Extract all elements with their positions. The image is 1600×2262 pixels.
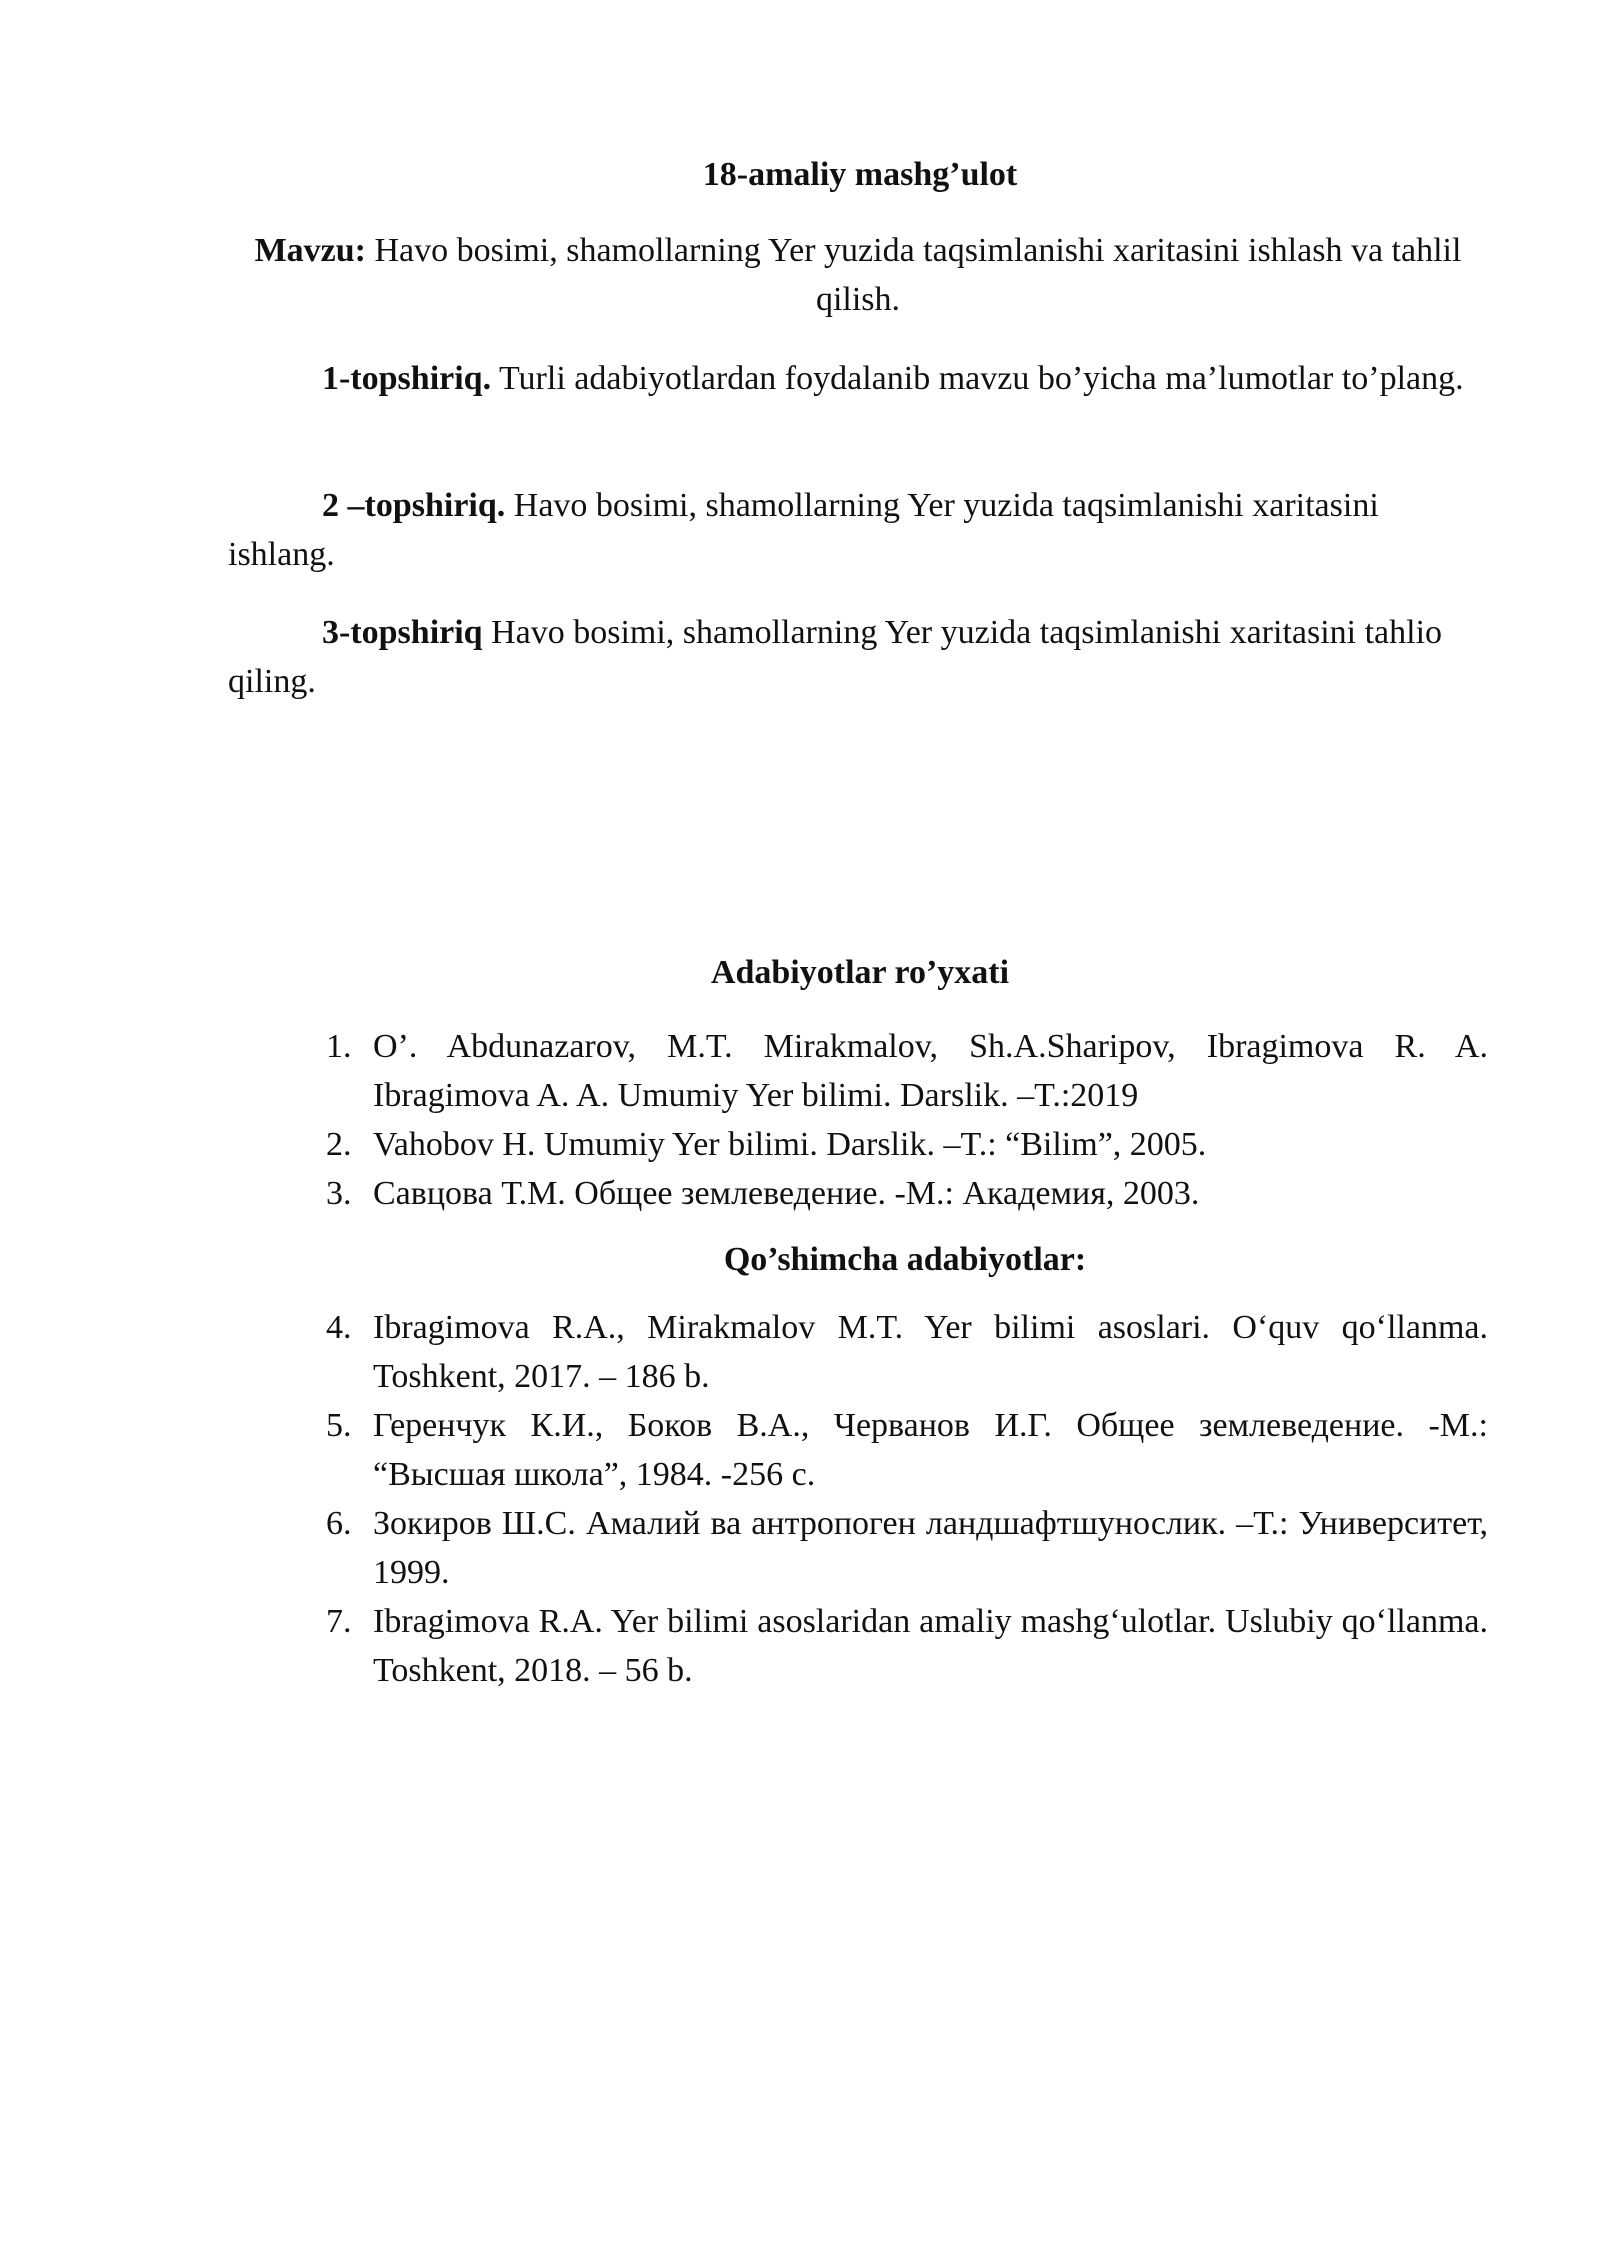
list-item-text: Зокиров Ш.С. Амалий ва антропоген ландшафтшунослик. –Т.: Университет, 1999. (373, 1505, 1488, 1591)
task-1 (228, 354, 1478, 403)
task-1-label: 1-topshiriq. (322, 360, 492, 397)
task-2-text: Havo bosimi, shamollarning Yer yuzida taqsimlanishi xaritasini ishlang. (228, 487, 1379, 573)
list-item-number: 4. (326, 1309, 352, 1346)
list-item (326, 1401, 1488, 1499)
list-item-text: Савцова Т.М. Общее землеведение. -М.: Академия, 2003. (373, 1175, 1200, 1212)
list-item (326, 1022, 1488, 1120)
list-item-number: 2. (326, 1126, 352, 1163)
topic-text: Havo bosimi, shamollarning Yer yuzida taqsimlanishi xaritasini ishlash va tahlil qilish. (366, 232, 1462, 318)
topic-paragraph (228, 226, 1488, 324)
task-2 (228, 481, 1478, 579)
list-item-text: Геренчук К.И., Боков В.А., Черванов И.Г. Общее землеведение. -М.: “Высшая школа”, 1984. -256 с. (373, 1407, 1488, 1493)
supplementary-list (326, 1303, 1488, 1695)
list-item-number: 5. (326, 1407, 352, 1444)
list-item-text: O’. Abdunazarov, M.T. Mirakmalov, Sh.A.Sharipov, Ibragimova R. A. Ibragimova A. A. Umumiy Yer bilimi. Darslik. –T.:2019 (373, 1028, 1488, 1114)
list-item-text: Ibragimova R.A., Mirakmalov M.T. Yer bilimi asoslari. O‘quv qo‘llanma. Toshkent, 2017. – 186 b. (373, 1309, 1488, 1395)
list-item-number: 7. (326, 1603, 352, 1640)
topic-label: Mavzu: (254, 232, 366, 269)
literature-list (326, 1022, 1488, 1218)
task-3 (228, 608, 1478, 706)
task-2-label: 2 –topshiriq. (322, 487, 506, 524)
list-item-number: 3. (326, 1175, 352, 1212)
page-title: 18-amaliy mashg’ulot (702, 156, 1018, 193)
task-1-text: Turli adabiyotlardan foydalanib mavzu bo’yicha ma’lumotlar to’plang. (491, 360, 1464, 397)
list-item (326, 1499, 1488, 1597)
list-item-number: 1. (326, 1028, 352, 1065)
supplementary-heading: Qo’shimcha adabiyotlar: (723, 1241, 1087, 1278)
list-item (326, 1303, 1488, 1401)
task-3-text: Havo bosimi, shamollarning Yer yuzida taqsimlanishi xaritasini tahlio qiling. (228, 614, 1443, 700)
literature-heading: Adabiyotlar ro’yxati (710, 954, 1010, 991)
list-item (326, 1120, 1488, 1169)
list-item-text: Vahobov H. Umumiy Yer bilimi. Darslik. –T.: “Bilim”, 2005. (373, 1126, 1207, 1163)
list-item-number: 6. (326, 1505, 352, 1542)
list-item-text: Ibragimova R.A. Yer bilimi asoslaridan amaliy mashg‘ulotlar. Uslubiy qo‘llanma. Toshkent, 2018. – 56 b. (373, 1603, 1488, 1689)
list-item (326, 1597, 1488, 1695)
list-item (326, 1169, 1488, 1218)
task-3-label: 3-topshiriq (322, 614, 483, 651)
